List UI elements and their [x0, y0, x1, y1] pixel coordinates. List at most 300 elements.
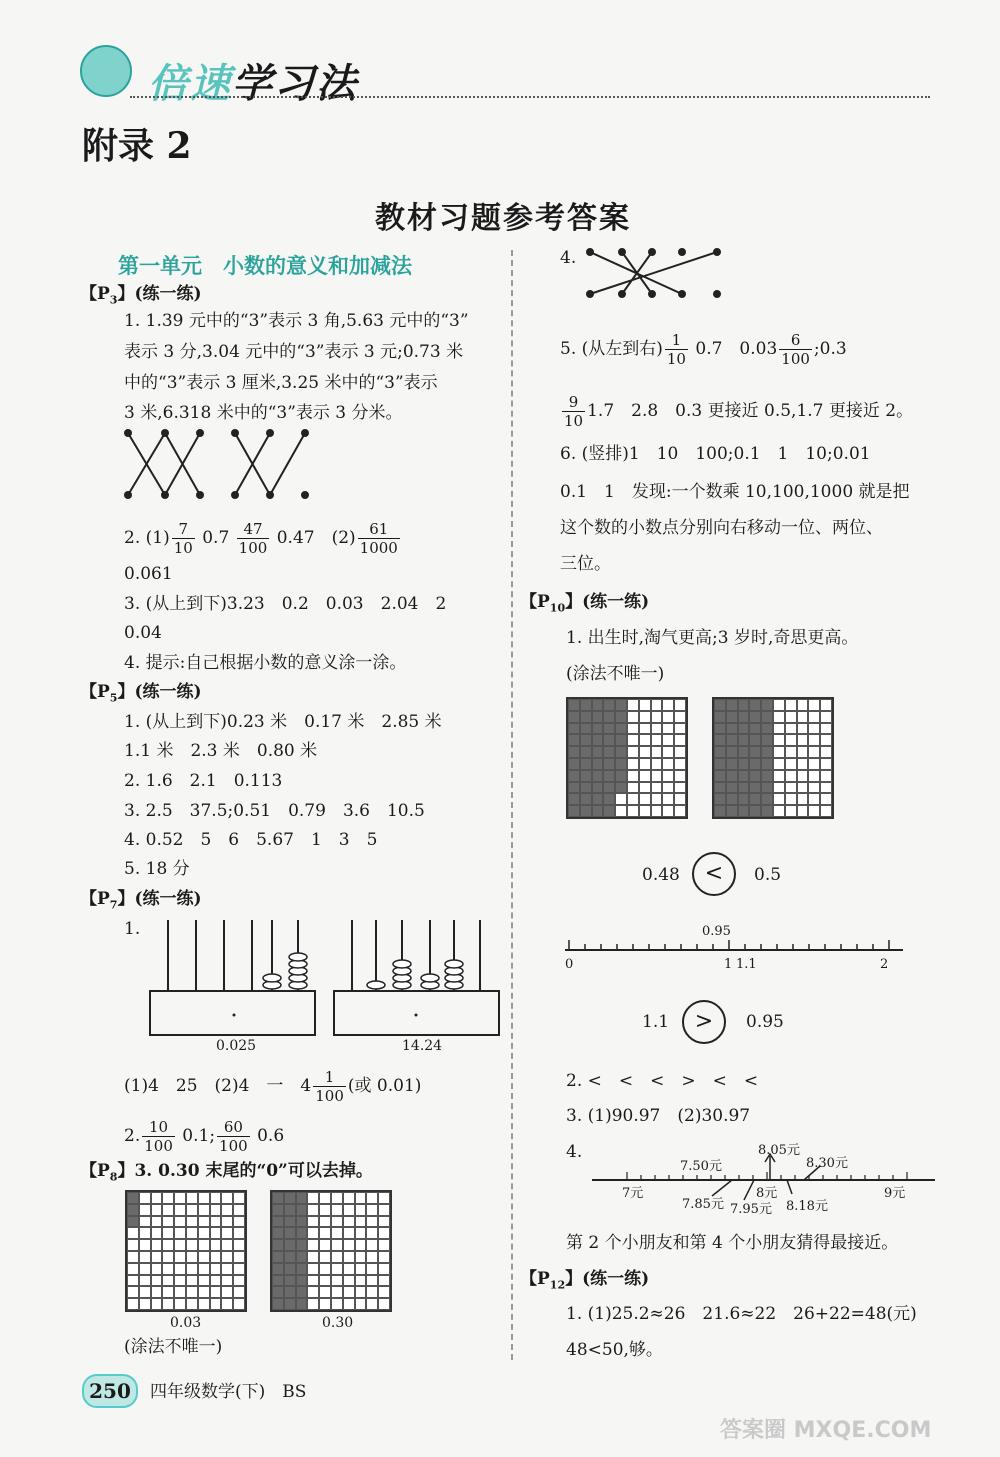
ref-p3: 【$P_3$】(练一练)	[80, 284, 202, 307]
grid-cell	[580, 758, 592, 770]
grid-cell	[738, 734, 750, 746]
grid-cell	[319, 1251, 331, 1263]
grid-cell	[307, 1192, 319, 1204]
grid-cell	[749, 805, 761, 817]
grid-cell	[307, 1263, 319, 1275]
grid-cell	[331, 1263, 343, 1275]
grid-cell	[580, 711, 592, 723]
p3-q3-line1: 3. (从上到下)3.23 0.2 0.03 2.04 2	[124, 594, 447, 614]
grid-cell	[773, 770, 785, 782]
grid-cell	[233, 1216, 245, 1228]
grid-cell	[651, 746, 663, 758]
nl1-label-1: 1	[724, 957, 733, 972]
grid-cell	[233, 1192, 245, 1204]
grid-cell	[307, 1251, 319, 1263]
grid-cell	[808, 793, 820, 805]
grid-cell	[139, 1239, 151, 1251]
grid-cell	[651, 758, 663, 770]
grid-cell	[307, 1286, 319, 1298]
cmp1-symbol: <	[692, 852, 736, 896]
grid-cell	[714, 770, 726, 782]
grid-cell	[198, 1251, 210, 1263]
grid-cell	[343, 1239, 355, 1251]
p5-q4: 4. 0.52 5 6 5.67 1 3 5	[124, 830, 378, 850]
grid-cell	[151, 1192, 163, 1204]
grid-cell	[726, 770, 738, 782]
grid-cell	[319, 1227, 331, 1239]
grid-cell	[761, 793, 773, 805]
ref-p12: 【$P_{12}$】(练一练)	[520, 1269, 650, 1292]
grid-cell	[210, 1286, 222, 1298]
grid-cell	[355, 1263, 367, 1275]
grid-cell	[627, 770, 639, 782]
grid-cell	[749, 699, 761, 711]
grid-cell	[198, 1263, 210, 1275]
grid-cell	[198, 1286, 210, 1298]
grid-cell	[127, 1239, 139, 1251]
grid-cell	[639, 758, 651, 770]
grid-cell	[749, 758, 761, 770]
grid-cell	[174, 1275, 186, 1287]
grid-cell	[343, 1251, 355, 1263]
grid-cell	[808, 723, 820, 735]
grid-cell	[603, 793, 615, 805]
grid-cell	[580, 723, 592, 735]
grid-cell	[580, 782, 592, 794]
grid-cell	[378, 1263, 390, 1275]
grid-cell	[651, 711, 663, 723]
grid-cell	[580, 793, 592, 805]
grid-cell	[674, 723, 686, 735]
grid-cell	[331, 1286, 343, 1298]
grid-cell	[284, 1251, 296, 1263]
grid-cell	[296, 1204, 308, 1216]
grid-cell	[355, 1239, 367, 1251]
p3-q4: 4. 提示:自己根据小数的意义涂一涂。	[124, 653, 407, 673]
grid-cell	[127, 1298, 139, 1310]
grid-cell	[186, 1204, 198, 1216]
p5-q3: 3. 2.5 37.5;0.51 0.79 3.6 10.5	[124, 801, 425, 821]
grid-cell	[820, 793, 832, 805]
p5-q2: 2. 1.6 2.1 0.113	[124, 771, 283, 791]
grid-cell	[366, 1216, 378, 1228]
nl1-label-0: 0	[565, 957, 574, 972]
grid-cell	[568, 770, 580, 782]
grid-cell	[603, 770, 615, 782]
grid-cell	[343, 1298, 355, 1310]
grid-cell	[162, 1286, 174, 1298]
grid-cell	[366, 1251, 378, 1263]
grid-cell	[820, 758, 832, 770]
grid-cell	[592, 746, 604, 758]
grid-cell	[808, 758, 820, 770]
grid-cell	[580, 746, 592, 758]
page-title: 教材习题参考答案	[375, 201, 631, 236]
grid-cell	[749, 723, 761, 735]
p5-q5: 5. 18 分	[124, 859, 190, 879]
grid-cell	[174, 1298, 186, 1310]
grid-cell	[210, 1251, 222, 1263]
grid-cell	[162, 1298, 174, 1310]
grid-cell	[785, 723, 797, 735]
grid-cell	[820, 770, 832, 782]
grid-cell	[603, 734, 615, 746]
grid-cell	[820, 746, 832, 758]
grid-cell	[284, 1239, 296, 1251]
grid-cell	[319, 1263, 331, 1275]
grid-cell	[674, 793, 686, 805]
grid-cell	[592, 699, 604, 711]
grid-cell	[272, 1286, 284, 1298]
grid-cell	[797, 723, 809, 735]
grid-cell	[615, 699, 627, 711]
grid-cell	[627, 723, 639, 735]
nl1-label-2: 2	[880, 957, 889, 972]
grid-cell	[127, 1204, 139, 1216]
grid-cell	[627, 699, 639, 711]
grid-cell	[738, 758, 750, 770]
grid-cell	[233, 1263, 245, 1275]
grid-cell	[221, 1192, 233, 1204]
grid-cell	[773, 699, 785, 711]
grid-cell	[662, 734, 674, 746]
grid-cell	[221, 1251, 233, 1263]
grid-cell	[808, 746, 820, 758]
grid-cell	[210, 1227, 222, 1239]
grid-cell	[674, 746, 686, 758]
grid-cell	[639, 805, 651, 817]
p3-q3-line2: 0.04	[124, 623, 162, 643]
p12-q1-line1: 1. (1)25.2≈26 21.6≈22 26+22=48(元)	[566, 1304, 917, 1324]
grid-cell	[221, 1263, 233, 1275]
grid-cell	[139, 1263, 151, 1275]
grid-cell	[773, 711, 785, 723]
abacus-diagrams	[148, 915, 508, 1037]
grid-cell	[162, 1204, 174, 1216]
grid-cell	[343, 1192, 355, 1204]
grid-cell	[366, 1239, 378, 1251]
grid-cell	[674, 711, 686, 723]
grid-cell	[773, 723, 785, 735]
r-q6-line1: 6. (竖排)1 10 100;0.1 1 10;0.01	[560, 444, 871, 464]
p3-q1-line4: 3 米,6.318 米中的“3”表示 3 分米。	[124, 403, 403, 423]
grid-cell	[773, 746, 785, 758]
grid-cell	[785, 793, 797, 805]
grid-cell	[210, 1298, 222, 1310]
grid-cell	[233, 1286, 245, 1298]
grid-cell	[319, 1275, 331, 1287]
grid-cell	[198, 1216, 210, 1228]
grid-cell	[366, 1227, 378, 1239]
nl2-d: 7元	[622, 1186, 644, 1201]
grid-cell	[284, 1286, 296, 1298]
grid-cell	[568, 734, 580, 746]
grid-cell	[162, 1275, 174, 1287]
grid-cell	[378, 1204, 390, 1216]
grid-cell	[355, 1204, 367, 1216]
grid-cell	[773, 805, 785, 817]
matching-lines-right	[582, 244, 727, 304]
grid-cell	[221, 1275, 233, 1287]
grid-cell	[174, 1192, 186, 1204]
grid-cell	[272, 1298, 284, 1310]
p3-q1-line1: 1. 1.39 元中的“3”表示 3 角,5.63 元中的“3”	[124, 311, 469, 331]
grid-cell	[162, 1192, 174, 1204]
grid-cell	[662, 782, 674, 794]
grid-cell	[651, 770, 663, 782]
p10-q2: 2. < < < > < <	[566, 1071, 759, 1091]
p5-q1-line2: 1.1 米 2.3 米 0.80 米	[124, 741, 318, 761]
grid-cell	[761, 782, 773, 794]
grid-cell	[296, 1298, 308, 1310]
grid-cell	[568, 805, 580, 817]
grid-cell	[761, 805, 773, 817]
grid-cell	[662, 793, 674, 805]
grid-cell	[726, 805, 738, 817]
grid-cell	[331, 1239, 343, 1251]
grid-cell	[749, 734, 761, 746]
abacus1-label: 0.025	[216, 1038, 257, 1054]
grid-cell	[592, 793, 604, 805]
grid-cell	[674, 758, 686, 770]
grid-cell	[568, 758, 580, 770]
cmp2-left: 1.1	[642, 1012, 670, 1032]
r-q5-line1: 5. (从左到右) $\frac{1}{10}$ 0.7 0.03 $\frac{6}{100}$ ;0.3	[560, 331, 847, 368]
grid-cell	[272, 1227, 284, 1239]
grid-cell	[761, 723, 773, 735]
footer-text: 四年级数学(下) BS	[150, 1382, 307, 1402]
grid-cell	[714, 723, 726, 735]
grid-cell	[151, 1216, 163, 1228]
grid-cell	[272, 1263, 284, 1275]
grid-cell	[366, 1298, 378, 1310]
grid-cell	[139, 1298, 151, 1310]
grid-cell	[615, 758, 627, 770]
grid-cell	[221, 1239, 233, 1251]
grid-cell	[272, 1204, 284, 1216]
hundred-grid-050	[712, 697, 834, 819]
grid-cell	[127, 1251, 139, 1263]
r-q5-line2: $\frac{9}{10}$ 1.7 2.8 0.3 更接近 0.5,1.7 更接近 2。	[564, 393, 914, 430]
grid-cell	[307, 1216, 319, 1228]
grid-cell	[284, 1192, 296, 1204]
grid-cell	[355, 1298, 367, 1310]
grid-cell	[151, 1204, 163, 1216]
header-dotted-line	[130, 96, 930, 98]
nl2-h: 8.18元	[786, 1199, 828, 1214]
grid-cell	[378, 1216, 390, 1228]
grid-cell	[639, 746, 651, 758]
grid-cell	[568, 793, 580, 805]
p10-conclusion: 第 2 个小朋友和第 4 个小朋友猜得最接近。	[566, 1233, 899, 1253]
grid-cell	[331, 1227, 343, 1239]
grid-cell	[797, 758, 809, 770]
brand-part-b: 学习法	[232, 61, 358, 107]
grid-cell	[785, 711, 797, 723]
grid-cell	[615, 711, 627, 723]
grid-cell	[738, 770, 750, 782]
grid-cell	[331, 1192, 343, 1204]
p3-q2-cont: 0.061	[124, 564, 173, 584]
grid-cell	[820, 723, 832, 735]
grid-cell	[198, 1275, 210, 1287]
grid-cell	[568, 699, 580, 711]
grid-cell	[198, 1192, 210, 1204]
grid-cell	[233, 1251, 245, 1263]
grid-cell	[221, 1298, 233, 1310]
grid-cell	[284, 1298, 296, 1310]
p10-note: (涂法不唯一)	[566, 664, 665, 684]
grid-cell	[221, 1227, 233, 1239]
grid-cell	[331, 1251, 343, 1263]
matching-lines-left	[120, 425, 320, 501]
grid-cell	[139, 1227, 151, 1239]
grid-cell	[127, 1192, 139, 1204]
grid-cell	[331, 1275, 343, 1287]
grid-cell	[749, 770, 761, 782]
grid-cell	[615, 746, 627, 758]
grid-cell	[162, 1263, 174, 1275]
r-q4: 4.	[560, 248, 577, 268]
grid-cell	[627, 711, 639, 723]
grid-cell	[151, 1298, 163, 1310]
grid-cell	[726, 746, 738, 758]
grid-cell	[639, 793, 651, 805]
grid-cell	[366, 1275, 378, 1287]
grid-cell	[785, 746, 797, 758]
grid-cell	[738, 746, 750, 758]
p7-line: (1)4 25 (2)4 一 4 $\frac{1}{100}$ (或 0.01)	[124, 1068, 422, 1105]
grid-cell	[592, 758, 604, 770]
grid-cell	[662, 723, 674, 735]
grid-cell	[749, 782, 761, 794]
grid-cell	[210, 1204, 222, 1216]
grid-cell	[233, 1275, 245, 1287]
column-divider	[511, 250, 513, 1360]
grid-cell	[726, 723, 738, 735]
r-q6-line3: 这个数的小数点分别向右移动一位、两位、	[560, 518, 883, 538]
grid-cell	[674, 782, 686, 794]
grid-cell	[284, 1227, 296, 1239]
grid-cell	[785, 782, 797, 794]
grid-cell	[651, 805, 663, 817]
grid-cell	[639, 699, 651, 711]
grid-cell	[797, 782, 809, 794]
grid-cell	[714, 793, 726, 805]
grid-cell	[210, 1192, 222, 1204]
grid-cell	[162, 1227, 174, 1239]
grid-cell	[738, 699, 750, 711]
page-number: 250	[82, 1374, 138, 1408]
grid-cell	[378, 1275, 390, 1287]
grid-cell	[808, 805, 820, 817]
grid-cell	[378, 1251, 390, 1263]
grid-cell	[233, 1227, 245, 1239]
grid-cell	[355, 1251, 367, 1263]
nl2-i: 9元	[884, 1186, 906, 1201]
grid-cell	[162, 1251, 174, 1263]
grid-cell	[738, 711, 750, 723]
grid-cell	[186, 1298, 198, 1310]
grid-cell	[797, 711, 809, 723]
grid-cell	[785, 699, 797, 711]
grid-cell	[603, 758, 615, 770]
grid-cell	[615, 793, 627, 805]
grid-cell	[319, 1298, 331, 1310]
grid-cell	[127, 1263, 139, 1275]
grid-cell	[785, 805, 797, 817]
grid-cell	[319, 1239, 331, 1251]
grid-cell	[568, 711, 580, 723]
grid-cell	[233, 1204, 245, 1216]
grid-cell	[151, 1275, 163, 1287]
grid-cell	[761, 770, 773, 782]
grid-cell	[592, 805, 604, 817]
grid-cell	[127, 1227, 139, 1239]
grid-cell	[139, 1275, 151, 1287]
p3-q2: 2. (1) $\frac{7}{10}$ 0.7 $\frac{47}{100}$ 0.47 (2) $\frac{61}{1000}$	[124, 520, 398, 557]
grid-cell	[761, 711, 773, 723]
grid-cell	[785, 758, 797, 770]
grid-cell	[662, 746, 674, 758]
grid-cell	[808, 711, 820, 723]
grid-cell	[714, 782, 726, 794]
grid-cell	[797, 770, 809, 782]
grid-cell	[749, 711, 761, 723]
grid-cell	[580, 734, 592, 746]
grid-cell	[210, 1239, 222, 1251]
grid-cell	[603, 723, 615, 735]
grid-cell	[307, 1227, 319, 1239]
grid-cell	[378, 1286, 390, 1298]
cmp2-symbol: >	[682, 1000, 726, 1044]
grid-cell	[627, 746, 639, 758]
grid-cell	[714, 758, 726, 770]
grid-cell	[343, 1227, 355, 1239]
grid-cell	[186, 1286, 198, 1298]
grid-cell	[568, 782, 580, 794]
grid-cell	[761, 699, 773, 711]
grid-cell	[210, 1216, 222, 1228]
grid-cell	[355, 1192, 367, 1204]
grid-cell	[221, 1286, 233, 1298]
grid-cell	[651, 782, 663, 794]
grid-cell	[139, 1204, 151, 1216]
grid-cell	[568, 723, 580, 735]
grid-cell	[198, 1204, 210, 1216]
grid-cell	[186, 1216, 198, 1228]
grid-cell	[592, 723, 604, 735]
grid-cell	[343, 1286, 355, 1298]
grid-cell	[662, 770, 674, 782]
grid-cell	[785, 770, 797, 782]
hundred-grid-048	[566, 697, 688, 819]
p7-q2: 2. $\frac{10}{100}$ 0.1; $\frac{60}{100}$ 0.6	[124, 1118, 285, 1155]
grid-cell	[797, 793, 809, 805]
grid-cell	[592, 770, 604, 782]
grid-cell	[738, 782, 750, 794]
grid-cell	[808, 734, 820, 746]
number-line-1	[565, 938, 905, 960]
grid-cell	[343, 1263, 355, 1275]
grid-cell	[820, 782, 832, 794]
cmp2-right: 0.95	[746, 1012, 784, 1032]
r-q6-line2: 0.1 1 发现:一个数乘 10,100,1000 就是把	[560, 482, 910, 502]
grid-cell	[627, 734, 639, 746]
ref-p8: 【$P_8$】3. 0.30 末尾的“0”可以去掉。	[80, 1161, 373, 1184]
grid-cell	[307, 1239, 319, 1251]
nl2-e: 7.85元	[682, 1197, 724, 1212]
